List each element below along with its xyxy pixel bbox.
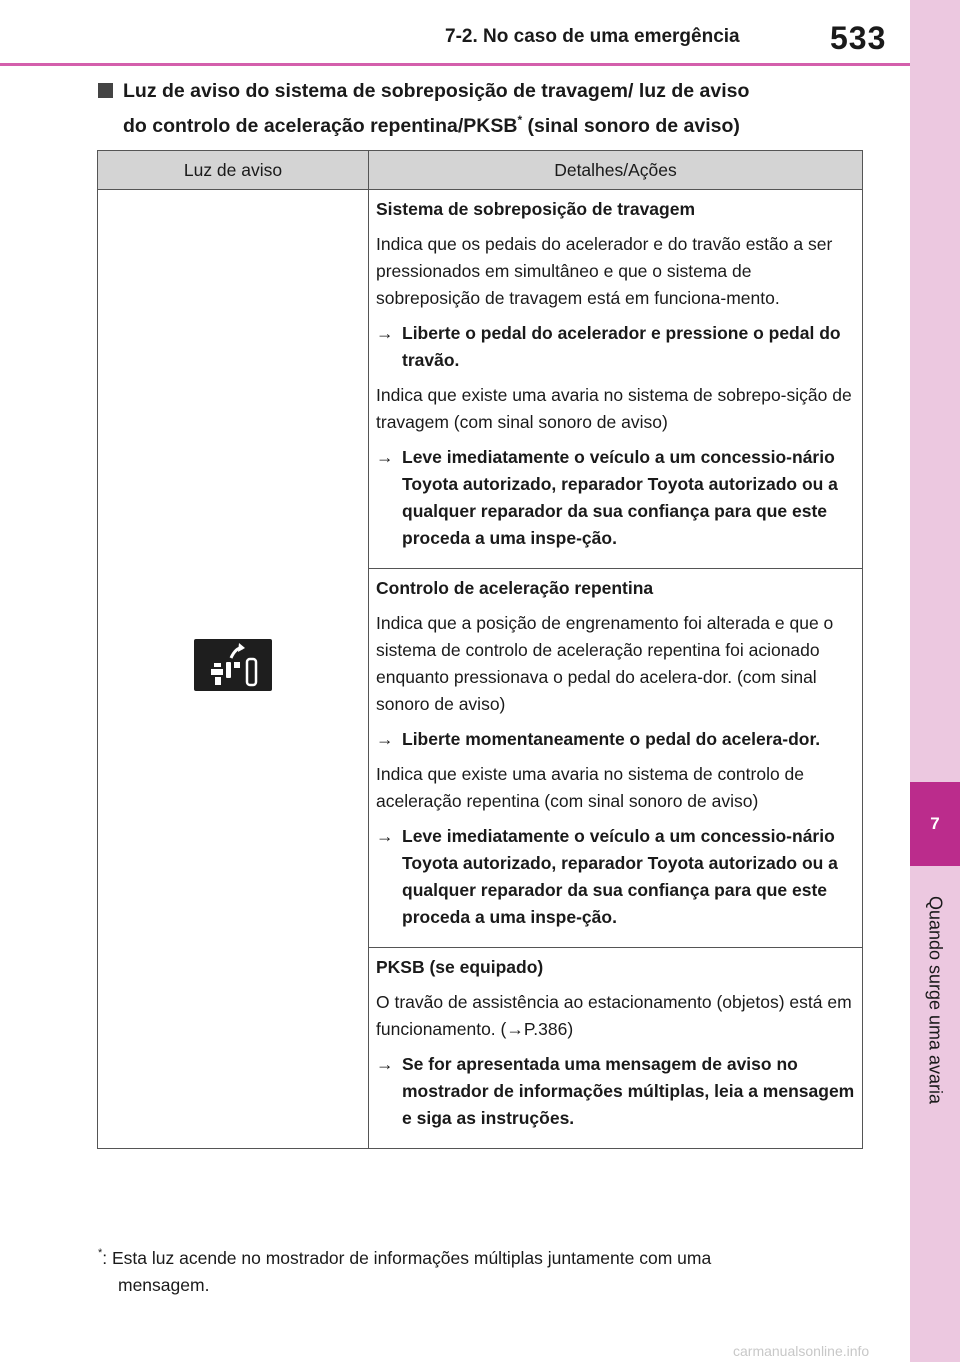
action-text: Liberte momentaneamente o pedal do acelera-dor. xyxy=(402,729,821,749)
action-text: Se for apresentada uma mensagem de aviso no mostrador de informações múltiplas, leia a mensagem e siga as instruções. xyxy=(402,1054,855,1128)
action-item xyxy=(376,444,856,552)
heading-line-2-text: do controlo de aceleração repentina/PKSB xyxy=(123,115,518,137)
footnote-star: * xyxy=(98,1247,103,1259)
detail-cell xyxy=(369,190,863,569)
detail-text: Indica que os pedais do acelerador e do travão estão a ser pressionados em simultâneo e que o sistema de sobreposição de travagem está em funciona-mento. xyxy=(376,234,833,308)
page-number: 533 xyxy=(830,20,887,56)
warning-light-cell xyxy=(98,190,369,1149)
detail-text: Indica que existe uma avaria no sistema de sobrepo-sição de travagem (com sinal sonoro de aviso) xyxy=(376,385,852,432)
detail-title: PKSB (se equipado) xyxy=(376,957,544,977)
chapter-title: Quando surge uma avaria xyxy=(925,895,946,1105)
action-item xyxy=(376,1051,856,1132)
arrow-icon: → xyxy=(376,323,394,343)
arrow-icon: → xyxy=(376,1054,394,1074)
section-heading xyxy=(98,77,898,141)
pedal-warning-icon xyxy=(194,639,272,691)
detail-title: Sistema de sobreposição de travagem xyxy=(376,199,696,219)
footnote xyxy=(98,1240,858,1299)
column-header-light: Luz de aviso xyxy=(98,151,369,190)
warning-light-table xyxy=(97,150,863,1149)
table-header-row xyxy=(98,151,863,190)
action-text: Liberte o pedal do acelerador e pressione o pedal do travão. xyxy=(402,323,841,370)
chapter-number-tab: 7 xyxy=(910,782,960,866)
footnote-line-2: mensagem. xyxy=(118,1275,210,1295)
action-text: Leve imediatamente o veículo a um concessio-nário Toyota autorizado, reparador Toyota autorizado ou a qualquer reparador da sua confiança para que este proceda a uma inspe-ção. xyxy=(402,447,838,548)
detail-title: Controlo de aceleração repentina xyxy=(376,578,654,598)
section-title: 7-2. No caso de uma emergência xyxy=(445,26,740,47)
footnote-line-1 xyxy=(98,1248,711,1268)
header-rule xyxy=(0,63,910,66)
heading-line-1: Luz de aviso do sistema de sobreposição de travagem/ luz de aviso xyxy=(123,80,750,102)
detail-cell xyxy=(369,569,863,948)
square-bullet-icon xyxy=(98,83,113,98)
action-item xyxy=(376,823,856,931)
arrow-icon: → xyxy=(376,447,394,467)
heading-line-2 xyxy=(98,106,898,141)
detail-text: Indica que existe uma avaria no sistema de controlo de aceleração repentina (com sinal sonoro de aviso) xyxy=(376,764,805,811)
action-text: Leve imediatamente o veículo a um concessio-nário Toyota autorizado, reparador Toyota autorizado ou a qualquer reparador da sua confiança para que este proceda a uma inspe-ção. xyxy=(402,826,838,927)
table-row xyxy=(98,190,863,569)
footnote-text: : Esta luz acende no mostrador de informações múltiplas juntamente com uma xyxy=(102,1248,712,1268)
column-header-details: Detalhes/Ações xyxy=(369,151,863,190)
chapter-sidebar xyxy=(910,0,960,1362)
action-item xyxy=(376,320,856,374)
arrow-icon: → xyxy=(376,729,394,749)
footnote-marker: * xyxy=(517,113,523,127)
heading-line-2-suffix: (sinal sonoro de aviso) xyxy=(522,115,740,137)
detail-cell xyxy=(369,948,863,1149)
arrow-icon: → xyxy=(376,826,394,846)
detail-text: Indica que a posição de engrenamento foi alterada e que o sistema de controlo de aceleração repentina foi acionado enquanto pressionava o pedal do acelera-dor. (com sinal sonoro de aviso) xyxy=(376,613,834,714)
detail-text: O travão de assistência ao estacionamento (objetos) está em funcionamento. (→P.386) xyxy=(376,992,852,1039)
action-item xyxy=(376,726,856,753)
watermark: carmanualsonline.info xyxy=(733,1343,870,1359)
